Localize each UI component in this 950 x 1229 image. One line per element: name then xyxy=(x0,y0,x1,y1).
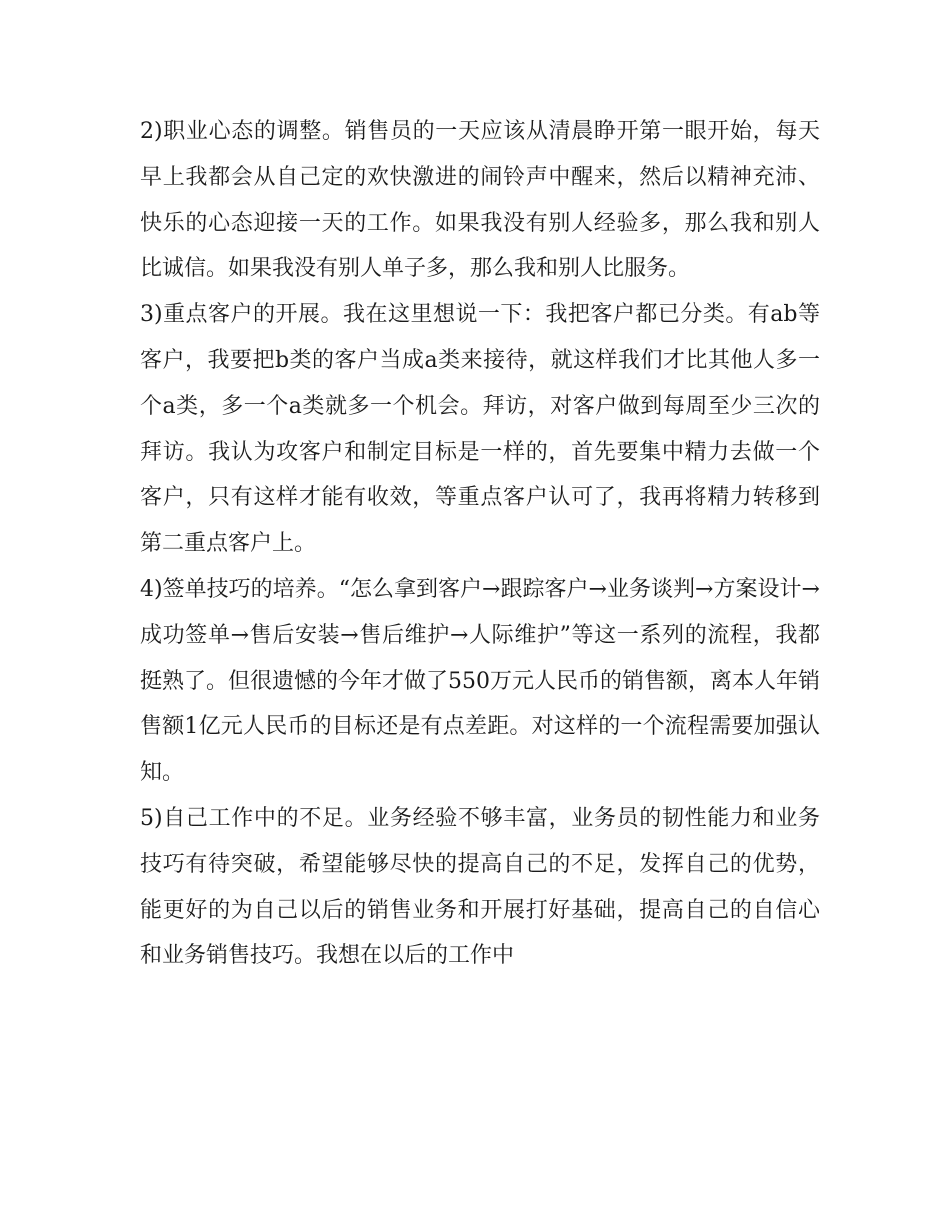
paragraph-signing-skills: 4)签单技巧的培养。“怎么拿到客户→跟踪客户→业务谈判→方案设计→成功签单→售后安装→售后维护→人际维护”等这一系列的流程，我都挺熟了。但很遗憾的今年才做了550万元人民币的销售额，离本人年销售额1亿元人民币的目标还是有点差距。对这样的一个流程需要加强认知。 xyxy=(140,576,820,786)
document-body xyxy=(140,109,820,979)
paragraph-key-clients: 3)重点客户的开展。我在这里想说一下：我把客户都已分类。有ab等客户，我要把b类的客户当成a类来接待，就这样我们才比其他人多一个a类，多一个a类就多一个机会。拜访，对客户做到每周至少三次的拜访。我认为攻客户和制定目标是一样的，首先要集中精力去做一个客户，只有这样才能有收效，等重点客户认可了，我再将精力转移到第二重点客户上。 xyxy=(140,302,820,557)
paragraph-career-mindset: 2)职业心态的调整。销售员的一天应该从清晨睁开第一眼开始，每天早上我都会从自己定的欢快激进的闹铃声中醒来，然后以精神充沛、快乐的心态迎接一天的工作。如果我没有别人经验多，那么我和别人比诚信。如果我没有别人单子多，那么我和别人比服务。 xyxy=(140,119,820,282)
paragraph-shortcomings: 5)自己工作中的不足。业务经验不够丰富，业务员的韧性能力和业务技巧有待突破，希望能够尽快的提高自己的不足，发挥自己的优势，能更好的为自己以后的销售业务和开展打好基础，提高自己的自信心和业务销售技巧。我想在以后的工作中 xyxy=(140,805,820,969)
